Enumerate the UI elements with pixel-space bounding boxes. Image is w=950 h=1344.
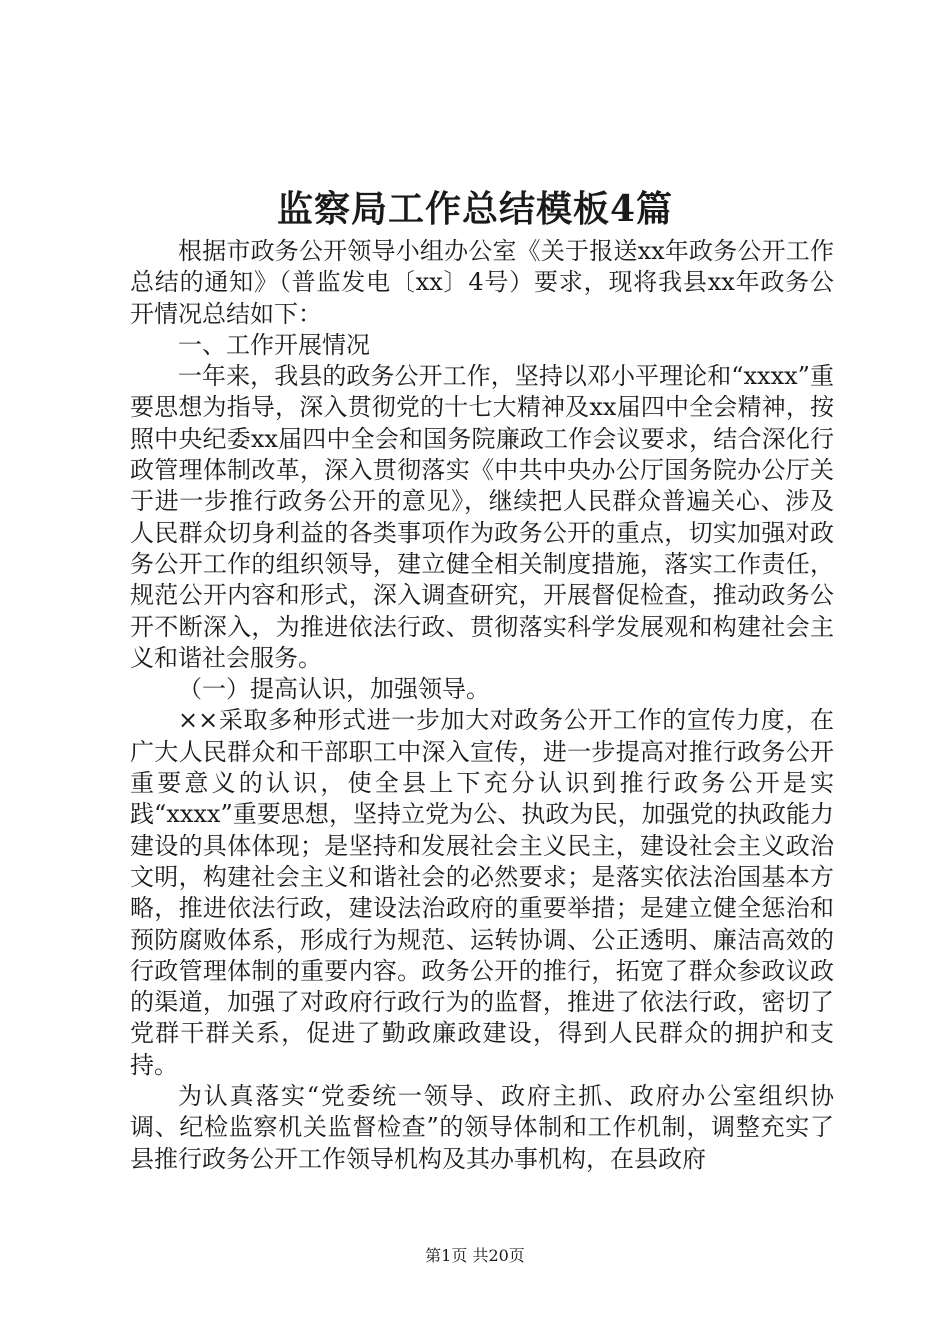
page-footer: 第1页 共20页: [425, 1246, 525, 1265]
section-heading: 一、工作开展情况: [178, 330, 370, 359]
paragraph-overview: 一年来，我县的政务公开工作，坚持以邓小平理论和“xxxx”重要思想为指导，深入贯彻党的十七大精神及xx届四中全会精神，按照中央纪委xx届四中全会和国务院廉政工作会议要求，结合深化行政管理体制改革，深入贯彻落实《中共中央办公厅国务院办公厅关于进一步推行政务公开的意见》，继续把人民群众普遍关心、涉及人民群众切身利益的各类事项作为政务公开的重点，切实加强对政务公开工作的组织领导，建立健全相关制度措施，落实工作责任，规范公开内容和形式，深入调查研究，开展督促检查，推动政务公开不断深入，为推进依法行政、贯彻落实科学发展观和构建社会主义和谐社会服务。: [130, 362, 834, 672]
paragraph-awareness: ××采取多种形式进一步加大对政务公开工作的宣传力度，在广大人民群众和干部职工中深入宣传，进一步提高对推行政务公开重要意义的认识，使全县上下充分认识到推行政务公开是实践“xxxx”重要思想，坚持立党为公、执政为民，加强党的执政能力建设的具体体现；是坚持和发展社会主义民主，建设社会主义政治文明，构建社会主义和谐社会的必然要求；是落实依法治国基本方略，推进依法行政，建设法治政府的重要举措；是建立健全惩治和预防腐败体系，形成行为规范、运转协调、公正透明、廉洁高效的行政管理体制的重要内容。政务公开的推行，拓宽了群众参政议政的渠道，加强了对政府行政行为的监督，推进了依法行政，密切了党群干群关系，促进了勤政廉政建设，得到人民群众的拥护和支持。: [130, 706, 834, 1079]
document-title: 监察局工作总结模板4篇: [276, 188, 674, 230]
document-body: [130, 236, 834, 1175]
paragraph-leadership: 为认真落实“党委统一领导、政府主抓、政府办公室组织协调、纪检监察机关监督检查”的领导体制和工作机制，调整充实了县推行政务公开工作领导机构及其办事机构，在县政府: [130, 1082, 834, 1173]
subsection-heading: （一）提高认识，加强领导。: [178, 675, 490, 704]
paragraph-intro: 根据市政务公开领导小组办公室《关于报送xx年政务公开工作总结的通知》（普监发电〔xx〕4号）要求，现将我县xx年政务公开情况总结如下：: [130, 237, 834, 328]
